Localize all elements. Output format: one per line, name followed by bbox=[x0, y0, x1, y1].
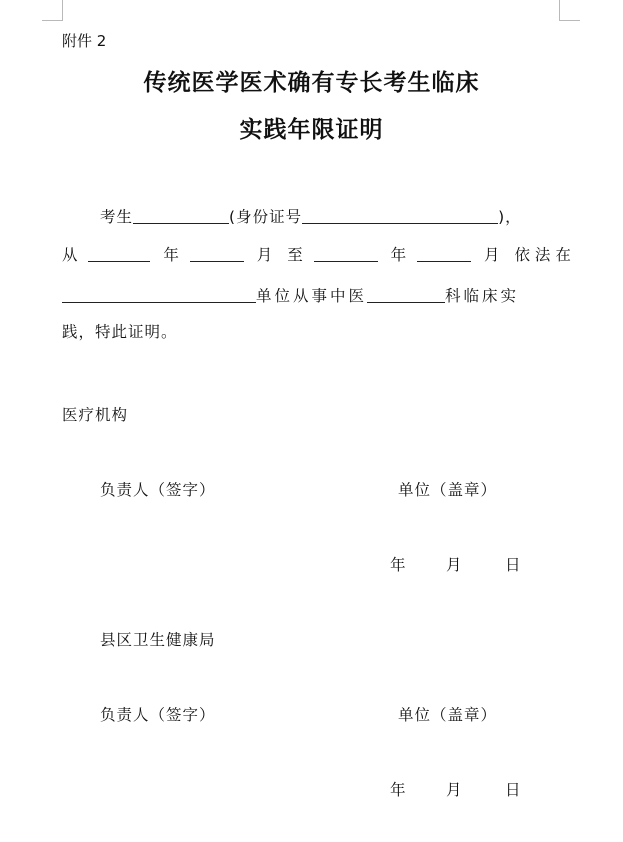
institution-unit-seal: 单位（盖章） bbox=[398, 481, 498, 499]
end-year-blank[interactable] bbox=[314, 245, 378, 262]
from-text: 从 bbox=[62, 246, 78, 264]
body-line-unit bbox=[62, 284, 519, 306]
institution-date-day: 日 bbox=[505, 556, 521, 574]
bureau-date-month: 月 bbox=[446, 781, 462, 799]
examinee-label: 考生 bbox=[100, 208, 134, 226]
document-title-line2: 实践年限证明 bbox=[239, 116, 384, 143]
page-corner-mark-right bbox=[559, 0, 580, 21]
bureau-leader-signature: 负责人（签字） bbox=[100, 706, 216, 724]
county-health-bureau-label: 县区卫生健康局 bbox=[100, 631, 216, 649]
institution-leader-signature: 负责人（签字） bbox=[100, 481, 216, 499]
id-close-text: )， bbox=[498, 208, 522, 226]
start-month-blank[interactable] bbox=[190, 245, 244, 262]
id-open-text: (身份证号 bbox=[229, 208, 303, 226]
end-year-text: 年 bbox=[390, 246, 407, 264]
lawful-at-text: 依 法 在 bbox=[514, 246, 571, 264]
bureau-date-day: 日 bbox=[505, 781, 521, 799]
body-line-closing: 践，特此证明。 bbox=[62, 323, 178, 341]
start-year-text: 年 bbox=[163, 246, 179, 264]
examinee-name-blank[interactable] bbox=[133, 207, 229, 224]
institution-date-month: 月 bbox=[446, 556, 462, 574]
attachment-label: 附件 2 bbox=[62, 32, 107, 50]
bureau-date-year: 年 bbox=[390, 781, 406, 799]
document-title-line1: 传统医学医术确有专长考生临床 bbox=[143, 69, 480, 96]
end-month-text: 月 bbox=[484, 246, 500, 264]
start-month-text: 月 bbox=[256, 246, 273, 264]
to-text: 至 bbox=[287, 246, 303, 264]
medical-institution-label: 医疗机构 bbox=[62, 406, 129, 424]
unit-engaged-text: 单位从事中医 bbox=[256, 287, 368, 305]
bureau-unit-seal: 单位（盖章） bbox=[398, 706, 498, 724]
unit-name-blank[interactable] bbox=[62, 286, 256, 303]
page-corner-mark-left bbox=[42, 0, 63, 21]
body-line-examinee bbox=[100, 205, 522, 227]
institution-date-year: 年 bbox=[390, 556, 406, 574]
start-year-blank[interactable] bbox=[88, 245, 150, 262]
id-number-blank[interactable] bbox=[302, 207, 498, 224]
dept-practice-text: 科临床实 bbox=[445, 287, 520, 305]
end-month-blank[interactable] bbox=[417, 245, 471, 262]
body-line-period bbox=[62, 243, 571, 265]
department-blank[interactable] bbox=[367, 286, 445, 303]
